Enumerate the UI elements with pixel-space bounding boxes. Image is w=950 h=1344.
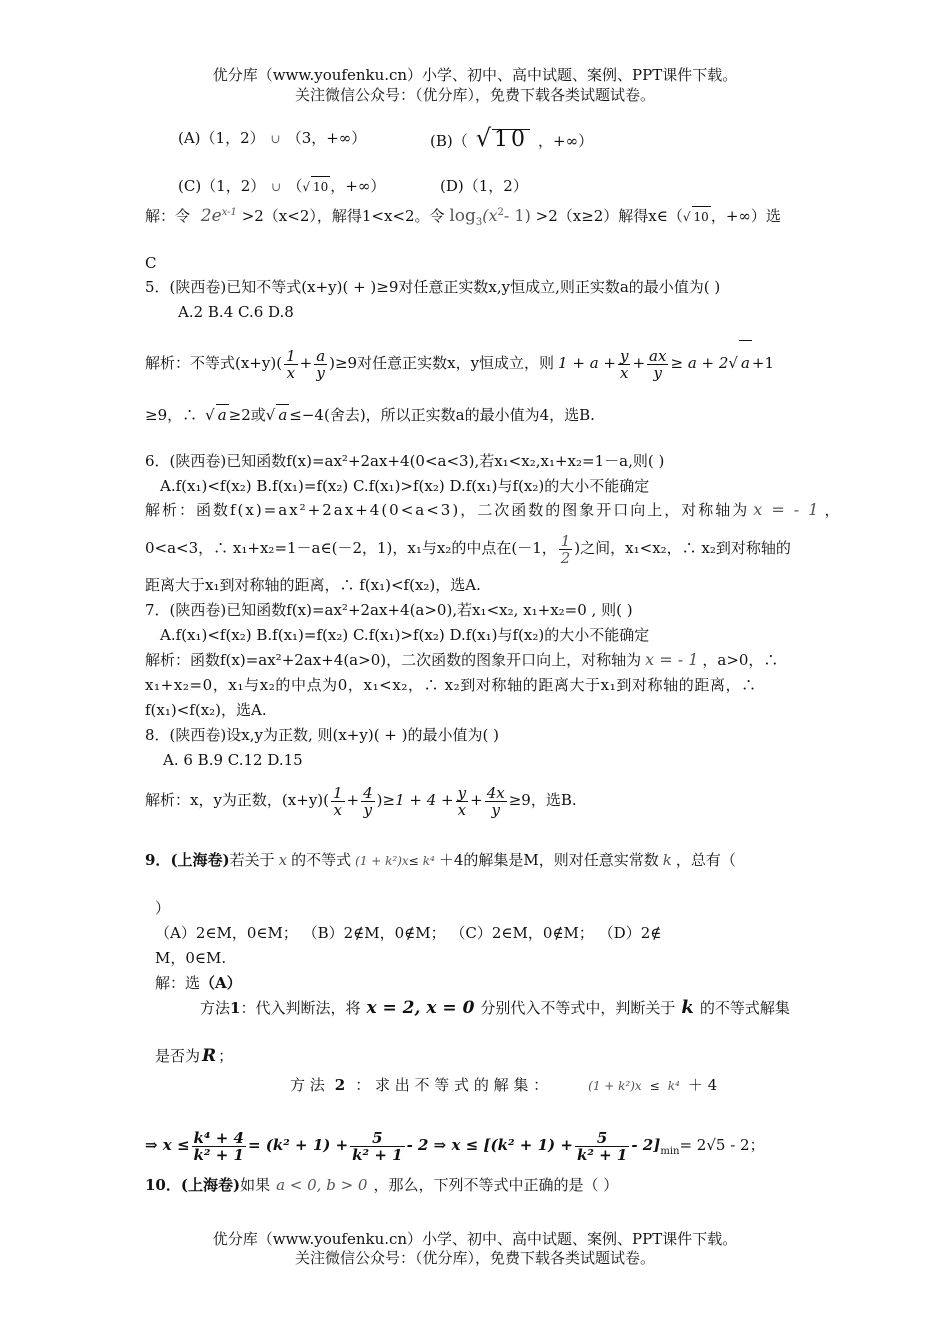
union-symbol: ∪ xyxy=(270,132,281,146)
q7-options: A.f(x₁)<f(x₂) B.f(x₁)=f(x₂) C.f(x₁)>f(x₂) D.f(x₁)与f(x₂)的大小不能确定 xyxy=(160,626,650,644)
q9-method-2: 方 法 2 ： 求 出 不 等 式 的 解 集 ： (1 + k²)x ≤ k⁴ ＋ 4 xyxy=(290,1076,718,1094)
q6-stem: 6．(陕西卷)已知函数f(x)=ax²+2ax+4(0<a<3),若x₁<x₂,x₁+x₂=1－a,则( ) xyxy=(145,452,665,470)
q7-solution-line-3: f(x₁)<f(x₂)，选A. xyxy=(145,701,267,719)
q4-option-c: (C)（1，2） ∪ （√ 10 ，+∞） xyxy=(178,177,386,195)
q8-stem: 8．(陕西卷)设x,y为正数, 则(x+y)( + )的最小值为( ) xyxy=(145,726,499,744)
q4-option-a: (A)（1，2） ∪ （3，+∞） xyxy=(178,129,367,147)
q9-options-line-1: （A）2∈M，0∈M； （B）2∉M，0∉M； （C）2∈M，0∉M； （D）2∉ xyxy=(155,924,662,942)
q9-stem-line-1: 9．(上海卷)若关于 x 的不等式 (1 + k²)x≤ k⁴ ＋4的解集是M，则对任意实常数 k ，总有（ xyxy=(145,851,736,869)
q5-solution-line-2: ≥9，∴ √ a ≥2或√ a ≤−4(舍去)，所以正实数a的最小值为4，选B. xyxy=(145,406,595,424)
q5-options: A.2 B.4 C.6 D.8 xyxy=(178,303,294,321)
q10-stem: 10．(上海卷)如果 a < 0, b > 0 ，那么，下列不等式中正确的是（ ） xyxy=(145,1176,619,1194)
q8-options: A. 6 B.9 C.12 D.15 xyxy=(163,751,303,769)
q7-solution-line-1: 解析：函数f(x)=ax²+2ax+4(a>0)，二次函数的图象开口向上，对称轴为 x = - 1 ，a>0，∴ xyxy=(145,650,779,669)
q9-method-1-cont: 是否为 R ； xyxy=(155,1046,234,1066)
q6-options: A.f(x₁)<f(x₂) B.f(x₁)=f(x₂) C.f(x₁)>f(x₂) D.f(x₁)与f(x₂)的大小不能确定 xyxy=(160,477,650,495)
q8-solution: 解析：x，y为正数，(x+y)( $\frac{1}{x}$ + $\frac{4}{y}$ )≥1 + 4 + $\frac{y}{x}$ + $\frac{4x}{y}$ ≥9，选B. xyxy=(145,783,577,819)
q7-solution-line-2: x₁+x₂=0，x₁与x₂的中点为0，x₁<x₂，∴ x₂到对称轴的距离大于x₁到对称轴的距离，∴ xyxy=(145,676,757,694)
q7-stem: 7．(陕西卷)已知函数f(x)=ax²+2ax+4(a>0),若x₁<x₂, x₁+x₂=0 , 则( ) xyxy=(145,601,633,619)
q4-option-d: (D)（1，2） xyxy=(440,177,528,195)
header-line-2: 关注微信公众号：（优分库），免费下载各类试题试卷。 xyxy=(294,86,655,104)
q4-answer: C xyxy=(145,254,157,272)
footer-line-2: 关注微信公众号：（优分库），免费下载各类试题试卷。 xyxy=(294,1249,655,1267)
footer-line-1: 优分库（www.youfenku.cn）小学、初中、高中试题、案例、PPT课件下载。 xyxy=(212,1230,738,1248)
q9-derivation: ⇒ x ≤ $\frac{\text{k⁴ + 4}}{\text{k² + 1}}$ = (k² + 1) + $\frac{5}{\text{k² + 1}}$ - 2 ⇒ x ≤ [(k² + 1) + $\frac{5}{\text{k² + 1}}$ - $2]_{min}= 2√5 - 2$； xyxy=(145,1128,765,1164)
q4-option-b: (B)（ √ 10 ，+∞） xyxy=(430,124,594,152)
q6-solution-line-3: 距离大于x₁到对称轴的距离，∴ f(x₁)<f(x₂)，选A. xyxy=(145,576,481,594)
q5-stem: 5．(陕西卷)已知不等式(x+y)( + )≥9对任意正实数x,y恒成立,则正实数a的最小值为( ) xyxy=(145,278,721,296)
q9-options-line-2: M，0∈M. xyxy=(155,949,227,967)
q6-solution-line-2: 0<a<3，∴ x₁+x₂=1－a∈(－2，1)，x₁与x₂的中点在(－1， $\frac{1}{2}$ )之间，x₁<x₂，∴ x₂到对称轴的 xyxy=(145,531,791,567)
q9-stem-line-2: ） xyxy=(155,899,171,917)
header-line-1: 优分库（www.youfenku.cn）小学、初中、高中试题、案例、PPT课件下载。 xyxy=(212,66,738,84)
q6-solution-line-1: 解析：函数f(x)=ax²+2ax+4(0<a<3)，二次函数的图象开口向上，对称轴为 x = - 1 ， xyxy=(145,500,842,519)
q9-answer: 解：选（A） xyxy=(155,974,242,992)
q4-solution: 解：令 $2e^{x-1} >2(x<2)$，解得1<x<2。令 $\log_3(x^2-$ 1) >2（x≥2）解得x∈（√ 10 ，+∞）选 xyxy=(145,206,781,228)
q5-solution-line-1: 解析：不等式(x+y)( $\frac{1}{x}$ + $\frac{a}{y}$ )≥9对任意正实数x，y恒成立，则 1 + a + $\frac{y}{x}$ + $\frac{ax}{y}$ ≥ a + 2√ a +1 xyxy=(145,340,774,384)
q9-method-1: 方法1：代入判断法，将 x = 2, x = 0 分别代入不等式中，判断关于 k 的不等式解集 xyxy=(200,997,790,1018)
